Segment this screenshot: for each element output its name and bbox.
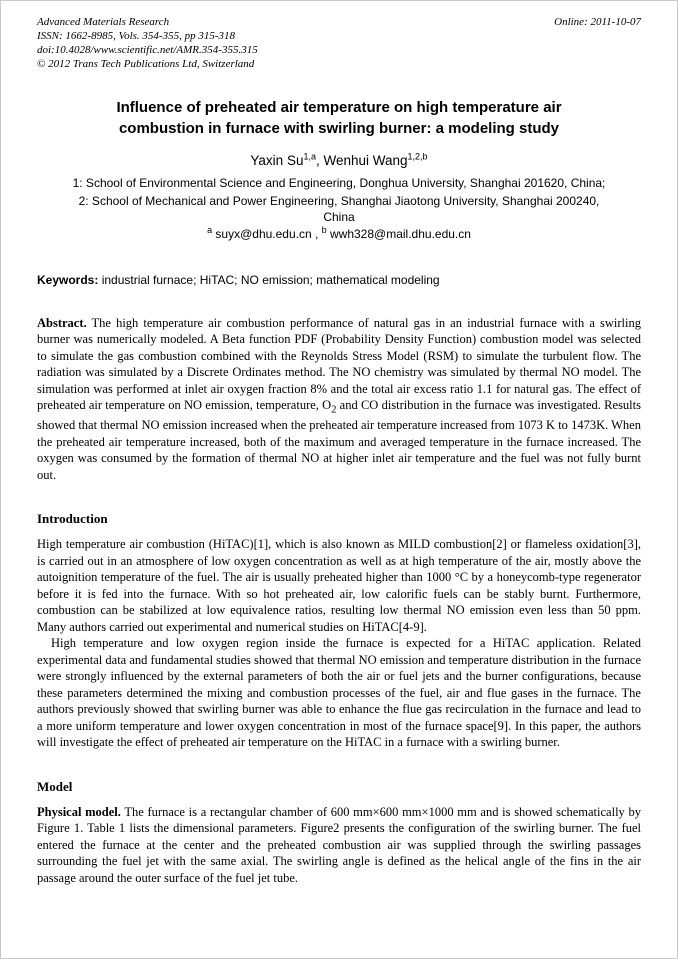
email-author-a: suyx@dhu.edu.cn , [212, 227, 322, 242]
author-1-superscript: 1,a [303, 151, 316, 162]
model-paragraph [37, 804, 641, 887]
abstract-text-part-2: and CO distribution in the furnace was investigated. Results showed that thermal NO emission increased when the preheated air temperature increased from 1073 K to 1473K. When the preheated air temperature increased, both of the maximum and averaged temperature in the furnace increased. The oxygen was consumed by the formation of thermal NO at higher inlet air temperature and the fuel was not fully burnt out. [37, 398, 641, 482]
model-paragraph-text: The furnace is a rectangular chamber of 600 mm×600 mm×1000 mm and is showed schematically by Figure 1. Table 1 lists the dimensional parameters. Figure2 presents the configuration of the swirling burner. The fuel entered the furnace at the center and the preheated combustion air was supplied through the swirling passages surrounding the fuel jet with the same axial. The swirling angle is defined as the helical angle of the fins in the air passage around the outer surface of the fuel jet tube. [37, 804, 641, 885]
journal-header-row [37, 15, 641, 29]
doi-line: doi:10.4028/www.scientific.net/AMR.354-355.315 [37, 44, 258, 57]
paper-title: Influence of preheated air temperature on high temperature air combustion in furnace with swirling burner: a modeling study [116, 99, 562, 138]
physical-model-label: Physical model. [37, 804, 121, 819]
author-emails-line [67, 227, 612, 243]
section-heading-model: Model [37, 778, 73, 794]
author-2-superscript: 1,2,b [407, 151, 428, 162]
email-b-superscript: b [321, 225, 327, 236]
email-author-b: wwh328@mail.dhu.edu.cn [326, 227, 471, 242]
author-2-name: Wenhui Wang [323, 153, 408, 169]
abstract-text-part-1: The high temperature air combustion performance of natural gas in an industrial furnace with a swirling burner was numerically modeled. A Beta function PDF (Probability Density Function) combustion model was selected to simulate the gas combustion combined with the Reynolds Stress Model (RSM) to simulate the turbulent flow. The radiation was simulated by a Discrete Ordinates method. The NO chemistry was simulated by thermal NO model. The simulation was performed at inlet air oxygen fraction 8% and the total air excess ratio 1.1 for natural gas. The effect of preheated air temperature on NO emission, temperature, O [37, 315, 641, 413]
copyright-line: © 2012 Trans Tech Publications Ltd, Switzerland [37, 58, 255, 71]
section-heading-introduction: Introduction [37, 511, 108, 527]
affiliation-2: 2: School of Mechanical and Power Engineering, Shanghai Jiaotong University, Shanghai 200240, China [78, 193, 600, 224]
journal-header [37, 15, 641, 71]
authors-separator: , [315, 153, 324, 169]
issn-line: ISSN: 1662-8985, Vols. 354-355, pp 315-318 [37, 30, 235, 43]
authors-line [37, 153, 641, 168]
journal-name: Advanced Materials Research [37, 16, 170, 28]
introduction-paragraph-1: High temperature air combustion (HiTAC)[1], which is also known as MILD combustion[2] or flameless oxidation[3], is carried out in an atmosphere of low oxygen concentration as well as at high temperature of the air, mostly above the autoignition temperature of the fuel. The air is usually preheated higher than 1000 °C by a honeycomb-type regenerator before it is fed into the furnace. With so hot preheated air, low calorific fuels can be stably burnt. Furthermore, combustion can be stabilized at low equivalence ratios, resulting low thermal NO emission even less than 50 ppm. Many authors carried out experimental and numerical studies on HiTAC[4-9]. [37, 537, 641, 634]
author-1-name: Yaxin Su [250, 153, 304, 169]
oxygen-subscript: 2 [331, 404, 337, 416]
introduction-paragraph-2: High temperature and low oxygen region inside the furnace is expected for a HiTAC application. Related experimental data and fundamental studies showed that thermal NO emission and temperature distribution in the furnace were strongly influenced by the external parameters of both the air or fuel jets and the burner configurations, because these parameters determined the mixing and combustion processes of the fuel, air and flue gases in the furnace. The authors previously showed that swirling burner was able to enhance the flue gas recirculation in the furnace and lead to a more uniform temperature and lower oxygen concentration in most of the furnace space[9]. In this paper, the authors will investigate the effect of preheated air temperature on the HiTAC in a furnace with a swirling burner. [37, 636, 641, 750]
abstract-paragraph [37, 315, 641, 484]
keywords-line [37, 273, 641, 287]
keywords-label: Keywords: [37, 272, 99, 287]
abstract-label: Abstract. [37, 315, 87, 330]
affiliation-1: 1: School of Environmental Science and Engineering, Donghua University, Shanghai 201620, China; [72, 176, 606, 191]
email-a-superscript: a [207, 225, 213, 236]
online-date: Online: 2011-10-07 [554, 16, 641, 28]
keywords-text: industrial furnace; HiTAC; NO emission; mathematical modeling [98, 272, 440, 287]
